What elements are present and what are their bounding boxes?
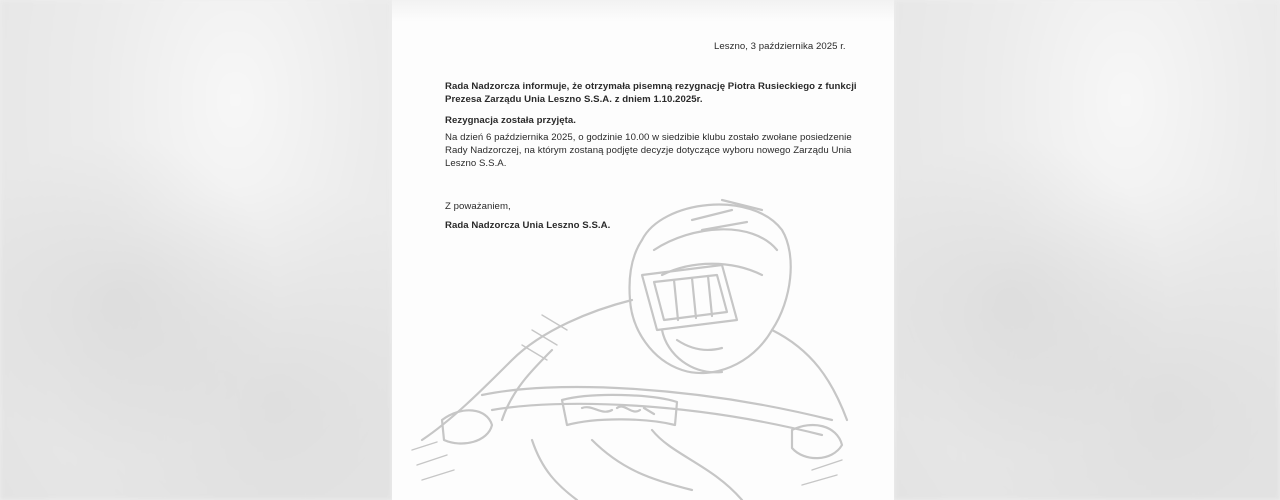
signature: Rada Nadzorcza Unia Leszno S.S.A. bbox=[445, 220, 611, 231]
paragraph-line: Rada Nadzorcza informuje, że otrzymała pisemną rezygnację Piotra Rusieckiego z funkcji bbox=[445, 81, 857, 92]
place-date: Leszno, 3 października 2025 r. bbox=[714, 41, 846, 52]
blurred-background-left bbox=[0, 0, 392, 500]
paragraph-accepted: Rezygnacja została przyjęta. bbox=[445, 115, 576, 126]
blurred-background-right bbox=[894, 0, 1280, 500]
closing: Z poważaniem, bbox=[445, 201, 511, 212]
paragraph-line: Leszno S.S.A. bbox=[445, 158, 507, 170]
paragraph-line: Prezesa Zarządu Unia Leszno S.S.A. z dniem 1.10.2025r. bbox=[445, 94, 703, 106]
paragraph-line: Na dzień 6 października 2025, o godzinie 10.00 w siedzibie klubu zostało zwołane posiedzenie bbox=[445, 132, 852, 143]
paragraph-resignation bbox=[445, 80, 865, 106]
paragraph-meeting bbox=[445, 131, 865, 171]
page-top-shadow bbox=[392, 0, 894, 22]
letter-page bbox=[392, 0, 894, 500]
paragraph-line: Rady Nadzorczej, na którym zostaną podjęte decyzje dotyczące wyboru nowego Zarządu Unia bbox=[445, 145, 852, 157]
